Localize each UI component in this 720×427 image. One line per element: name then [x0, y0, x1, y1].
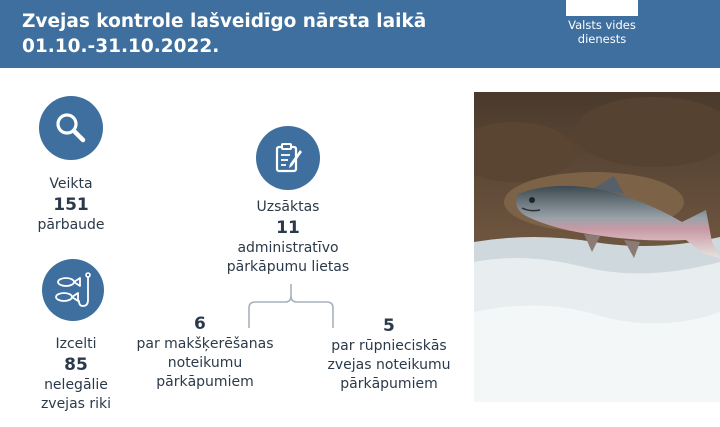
inspections-label: Veikta [49, 176, 93, 192]
fishing-rules-line-2: noteikumu [167, 355, 243, 371]
magnifier-icon [39, 96, 103, 160]
cases-unit-line-2: pārkāpumu lietas [226, 259, 350, 275]
gear-stat [30, 335, 122, 414]
fishing-rules-value: 6 [194, 314, 206, 334]
gear-unit-line-1: nelegālie [44, 377, 108, 393]
industrial-rules-line-3: pārkāpumiem [340, 376, 438, 392]
logo-box [566, 0, 638, 16]
cases-label: Uzsāktas [256, 199, 320, 215]
clipboard-pen-icon [256, 126, 320, 190]
organization-name-line-1: Valsts vides [568, 18, 636, 32]
page-title [22, 9, 522, 59]
header-bar [0, 0, 720, 68]
title-line-1: Zvejas kontrole lašveidīgo nārsta laikā [22, 11, 427, 32]
industrial-rules-line-1: par rūpnieciskās [331, 338, 447, 354]
gear-value: 85 [64, 355, 88, 375]
industrial-rules-stat [314, 315, 464, 394]
industrial-rules-value: 5 [383, 316, 395, 336]
gear-unit-line-2: zvejas riki [40, 396, 112, 412]
cases-unit-line-1: administratīvo [237, 240, 339, 256]
title-line-2: 01.10.-31.10.2022. [22, 36, 220, 57]
gear-label: Izcelti [55, 336, 97, 352]
organization-name [556, 18, 648, 46]
industrial-rules-line-2: zvejas noteikumu [327, 357, 451, 373]
fish-hook-icon [42, 259, 104, 321]
cases-value: 11 [276, 218, 300, 238]
fishing-rules-line-3: pārkāpumiem [156, 374, 254, 390]
organization-name-line-2: dienests [577, 32, 627, 46]
fishing-rules-line-1: par makšķerēšanas [136, 336, 274, 352]
fishing-rules-stat [128, 313, 282, 392]
inspections-unit: pārbaude [37, 217, 105, 233]
inspections-value: 151 [53, 195, 89, 215]
cases-stat [222, 198, 354, 277]
salmon-photo [474, 92, 720, 402]
inspections-stat [26, 175, 116, 235]
